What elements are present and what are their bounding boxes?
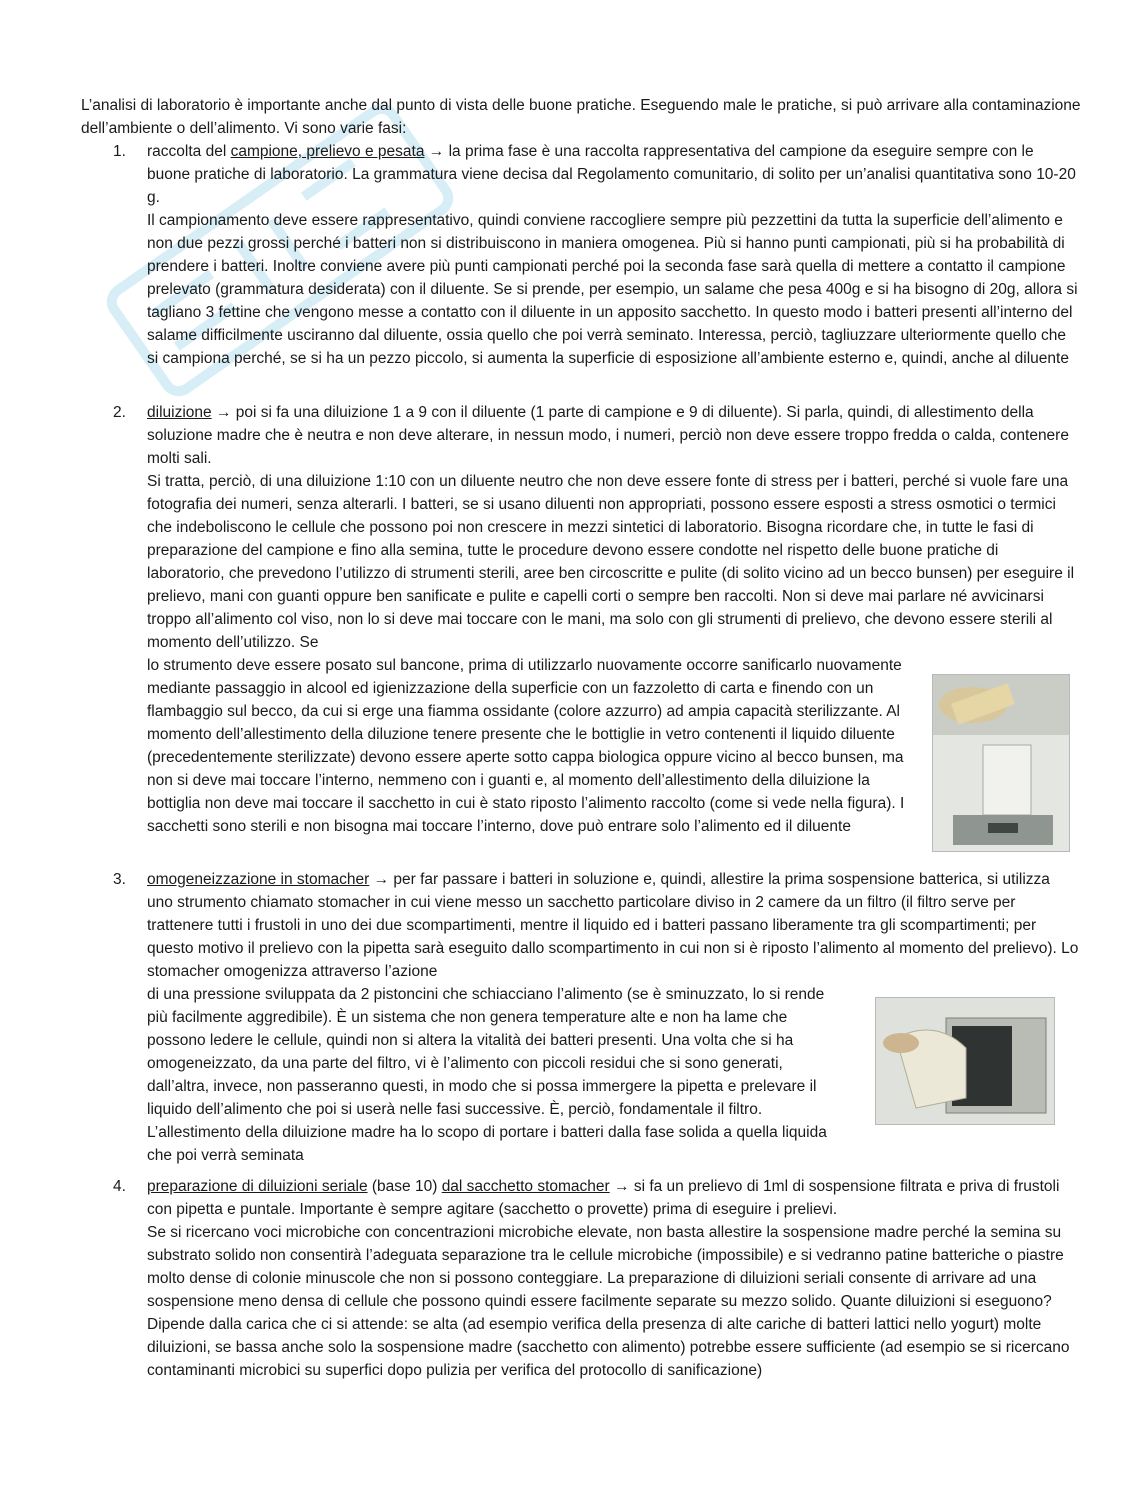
item-term: omogeneizzazione in stomacher [147,871,370,888]
item-number: 1. [113,143,126,160]
arrow-icon: → [428,143,445,160]
item-term: diluizione [147,404,212,421]
list-item-4 [81,1175,1081,1382]
item-lead: raccolta del campione, prelievo e pesata → la prima fase è una raccolta rappresentativa del campione da eseguire sempre con le buone pratiche di laboratorio. La grammatura viene decisa dal Regolamento comunitario, di solito per un’analisi quantitativa sono 10-20 g. [147,143,1076,206]
lab-pouring-image [933,675,1069,851]
stomacher-image [876,998,1054,1124]
list-item-2 [81,401,1081,838]
item-number: 4. [113,1178,126,1195]
arrow-icon: → [373,871,390,888]
item-lead: diluizione → poi si fa una diluizione 1 a 9 con il diluente (1 parte di campione e 9 di diluente). Si parla, quindi, di allestimento della soluzione madre che è neutra e non deve alterare, in nessun modo, i numeri, perciò non deve essere troppo fredda o calda, contenere molti sali. [147,404,1069,467]
item-paragraph: Si tratta, perciò, di una diluizione 1:10 con un diluente neutro che non deve essere fonte di stress per i batteri, perché si vuole fare una fotografia dei numeri, senza alterarli. I batteri, se si usano diluenti non appropriati, possono essere esposti a stress osmotici o termici che indeboliscono le cellule che possono poi non crescere in mezzi sintetici di laboratorio. Bisogna ricordare che, in tutte le fasi di preparazione del campione e fino alla semina, tutte le procedure devono essere condotte nel rispetto delle buone pratiche di laboratorio, che prevedono l’utilizzo di strumenti sterili, aree ben circoscritte e pulite (di solito vicino ad un becco bunsen) per eseguire il prelievo, mani con guanti oppure ben sanificate e pulite e capelli corti o sempre ben raccolti. Non si deve mai parlare né avvicinarsi troppo all’alimento col viso, non lo si deve mai toccare con le mani, ma solo con gli strumenti di prelievo, che devono essere sterili al momento dell’utilizzo. Se [147,473,1075,651]
list-item-1 [81,140,1081,370]
item-number: 3. [113,871,126,888]
item-paragraph-wrap: di una pressione sviluppata da 2 pistoncini che schiacciano l’alimento (se è sminuzzato, lo si rende più facilmente aggredibile). È un sistema che non genera temperature alte e non ha lame che possono ledere le cellule, quindi non si altera la vitalità dei batteri presenti. Una volta che si ha omogeneizzato, da una parte del filtro, vi è l’alimento con piccoli residui che si sono generati, dall’altra, invece, non passeranno questi, in modo che si possa immergere la pipetta e prelevare il liquido dell’alimento che poi si userà nelle fasi successive. È, perciò, fondamentale il filtro. L’allestimento della diluizione madre ha lo scopo di portare i batteri dalla fase solida a quella liquida che poi verrà seminata [147,986,827,1164]
stomacher-photo [875,997,1055,1125]
item-term: campione, prelievo e pesata [230,143,425,160]
item-term-2: dal sacchetto stomacher [441,1178,610,1195]
item-paragraph: Il campionamento deve essere rappresentativo, quindi conviene raccogliere sempre più pezzettini da tutta la superficie dell’alimento e non due pezzi grossi perché i batteri non si distribuiscono in maniera omogenea. Più si hanno punti campionati, più si ha probabilità di prendere i batteri. Inoltre conviene avere più punti campionati perché poi la seconda fase sarà quella di mettere a contatto il campione prelevato (grammatura desiderata) con il diluente. Se si prende, per esempio, un salame che pesa 400g e si ha bisogno di 20g, allora si tagliano 3 fettine che vengono messe a contatto con il diluente in un apposito sacchetto. In questo modo i batteri presenti all’interno del salame difficilmente usciranno dal diluente, ossia quello che poi verrà seminato. Interessa, perciò, tagliuzzare ulteriormente quello che si campiona perché, se si ha un pezzo piccolo, si aumenta la superficie di esposizione all’ambiente esterno e, quindi, anche al diluente [147,212,1078,367]
item-lead: preparazione di diluizioni seriale (base 10) dal sacchetto stomacher → si fa un prelievo di 1ml di sospensione filtrata e priva di frustoli con pipetta e puntale. Importante è sempre agitare (sacchetto o provette) prima di eseguire i prelievi. [147,1178,1060,1218]
item-number: 2. [113,404,126,421]
item-lead: omogeneizzazione in stomacher → per far passare i batteri in soluzione e, quindi, allestire la prima sospensione batterica, si utilizza uno strumento chiamato stomacher in cui viene messo un sacchetto particolare diviso in 2 camere da un filtro (il filtro serve per trattenere tutti i frustoli in uno dei due scompartimenti, mentre il liquido ed i batteri passano liberamente tra gli scompartimenti; per questo motivo il prelievo con la pipetta sarà eseguito dallo scompartimento in cui non si è riposto l’alimento al momento del prelievo). Lo stomacher omogenizza attraverso l’azione [147,871,1079,980]
item-term: preparazione di diluizioni seriale [147,1178,368,1195]
arrow-icon: → [215,404,232,421]
item-paragraph: Se si ricercano voci microbiche con concentrazioni microbiche elevate, non basta allestire la sospensione madre perché la semina su substrato solido non consentirà l’adeguata separazione tra le cellule microbiche (impossibile) e si vedranno patine batteriche o piastre molto dense di colonie minuscole che non si possono conteggiare. La preparazione di diluizioni seriali consente di arrivare ad una sospensione meno densa di cellule che possono quindi essere facilmente separate su mezzo solido. Quante diluizioni si eseguono? Dipende dalla carica che ci si attende: se alta (ad esempio verifica della presenza di alte cariche di batteri lattici nello yogurt) molte diluizioni, se bassa anche solo la sospensione madre (sacchetto con alimento) potrebbe essere sufficiente (ad esempio se si ricercano contaminanti microbici su superfici dopo pulizia per verifica del protocollo di sanificazione) [147,1224,1070,1379]
lab-pouring-photo [932,674,1070,852]
intro-paragraph: L’analisi di laboratorio è importante anche dal punto di vista delle buone pratiche. Eseguendo male le pratiche, si può arrivare alla contaminazione dell’ambiente o dell’alimento. Vi sono varie fasi: [81,97,1081,137]
arrow-icon: → [614,1178,630,1195]
item-paragraph-wrap: lo strumento deve essere posato sul bancone, prima di utilizzarlo nuovamente occorre sanificarlo nuovamente mediante passaggio in alcool ed igienizzazione della superficie con un fazzoletto di carta e finendo con un flambaggio sul becco, da cui si erge una fiamma ossidante (colore azzurro) ad ampia capacità sterilizzante. Al momento dell’allestimento della diluzione tenere presente che le bottiglie in vetro contenenti il liquido diluente (precedentemente sterilizzate) devono essere aperte sotto cappa biologica oppure vicino al becco bunsen, ma non si deve mai toccare l’interno, nemmeno con i guanti e, al momento dell’allestimento della diluizione la bottiglia non deve mai toccare il sacchetto in cui è stato riposto l’alimento raccolto (come si vede nella figura). I sacchetti sono sterili e non bisogna mai toccare l’interno, dove può entrare solo l’alimento ed il diluente [147,657,905,835]
